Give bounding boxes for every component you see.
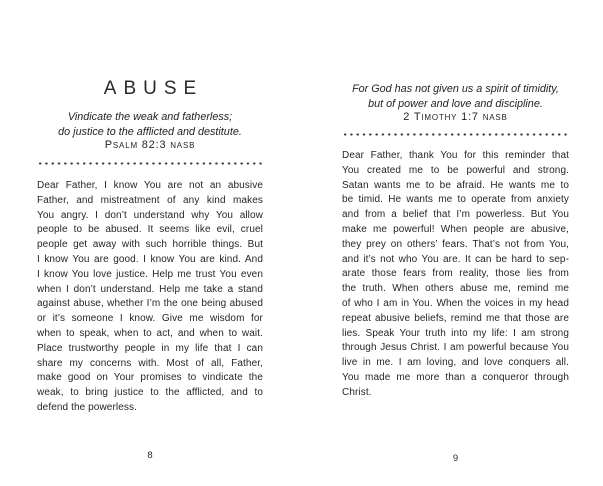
body-line: of who I am in You. When the voices in my head	[342, 297, 569, 309]
page-number-left: 8	[147, 450, 153, 461]
verse-line: For God has not given us a spirit of timidity,	[352, 83, 559, 95]
verse-right	[342, 82, 569, 112]
body-line: defend the powerless.	[37, 401, 137, 413]
left-page	[37, 0, 263, 486]
body-line: against abuse, whether I’m the one being abused	[37, 298, 263, 310]
verse-left	[37, 110, 263, 140]
right-page	[342, 0, 569, 486]
body-line: people get away with such horrible things. But	[37, 239, 263, 251]
body-line: and from a belief that I’m powerless. But You	[342, 209, 569, 221]
body-line: arate those fears from reality, those lies from	[342, 268, 569, 280]
body-line: people to be abused. It seems like evil, cruel	[37, 224, 263, 236]
body-line: You angry. I don’t understand why You allow	[37, 209, 263, 221]
verse-line: do justice to the afflicted and destitute.	[58, 126, 242, 138]
verse-line: Vindicate the weak and fatherless;	[67, 111, 233, 123]
scripture-reference-right: 2 Timothy 1:7 nasb	[403, 111, 508, 123]
body-line: when I don’t understand. Help me take a stand	[37, 283, 263, 295]
body-line: Place trustworthy people in my life that I can	[37, 342, 263, 354]
body-line: weak, to bring justice to the afflicted, and to	[37, 387, 263, 399]
dotted-separator-left	[37, 162, 263, 165]
body-line: lies. Speak Your truth into my life: I am strong	[342, 327, 569, 339]
page-number-right: 9	[452, 453, 459, 464]
body-line: be timid. He wants me to operate from anxiety	[342, 194, 569, 206]
prayer-body-right	[342, 149, 569, 401]
body-line: I know You love justice. Help me trust You even	[37, 268, 263, 280]
body-line: You made me more than a conqueror through	[342, 371, 569, 383]
scripture-reference-left: Psalm 82:3 nasb	[104, 139, 196, 151]
body-line: live in me. I am loving, and love conquers all.	[342, 357, 569, 369]
dotted-separator-right	[342, 133, 569, 136]
body-line: Dear Father, thank You for this reminder that	[342, 150, 569, 161]
body-line: I know You are good. I know You are kind. And	[37, 253, 263, 265]
body-line: Christ.	[342, 386, 372, 398]
body-line: Father, and mistreatment of any kind makes	[37, 194, 263, 206]
body-line: they prey on others’ fears. That’s not from You,	[342, 238, 569, 250]
body-line: Dear Father, I know You are not an abusive	[37, 180, 263, 191]
body-line: when to speak, when to act, and when to wait.	[37, 327, 263, 339]
body-line: You created me to be powerful and strong.	[342, 164, 569, 176]
body-line: through Jesus Christ. I am powerful because You	[342, 342, 569, 354]
body-line: make me powerful! When people are abusive,	[342, 223, 569, 235]
body-line: and it’s not who You are. It can be hard to sep-	[342, 253, 569, 265]
verse-line: but of power and love and discipline.	[368, 98, 543, 110]
chapter-title: ABUSE	[103, 78, 204, 99]
body-line: make good on Your promises to vindicate the	[37, 372, 263, 384]
body-line: Satan wants me to be afraid. He wants me to	[342, 179, 569, 191]
body-line: the truth. When others abuse me, remind me	[342, 283, 569, 295]
body-line: or it’s someone I know. Give me wisdom for	[37, 313, 263, 325]
body-line: repeat abusive beliefs, remind me that those are	[342, 312, 569, 324]
prayer-body-left	[37, 179, 263, 416]
body-line: share my concerns with. Most of all, Father,	[37, 357, 263, 369]
